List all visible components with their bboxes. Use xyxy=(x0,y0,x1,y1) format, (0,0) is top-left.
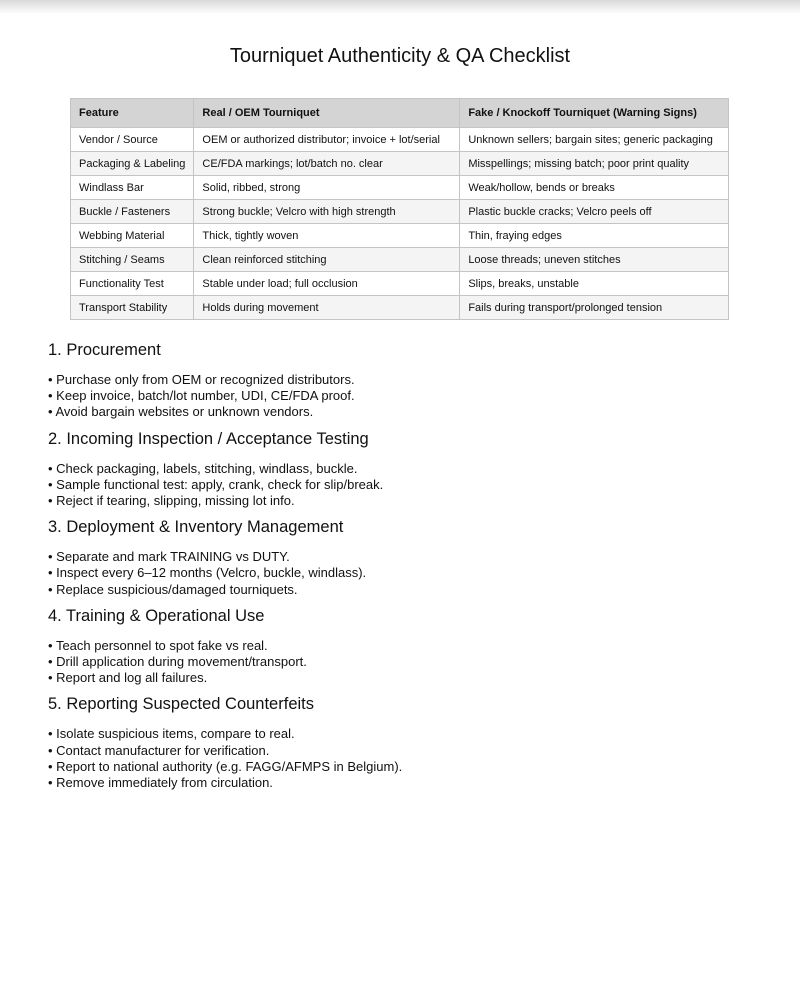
list-item: • Isolate suspicious items, compare to real. xyxy=(48,726,768,742)
bullet-list xyxy=(48,461,768,510)
list-item: • Contact manufacturer for verification. xyxy=(48,743,768,759)
list-item: • Remove immediately from circulation. xyxy=(48,775,768,791)
cell-real: Holds during movement xyxy=(194,296,460,320)
list-item: • Report to national authority (e.g. FAGG/AFMPS in Belgium). xyxy=(48,759,768,775)
bullet-list xyxy=(48,726,768,791)
cell-feature: Stitching / Seams xyxy=(71,248,194,272)
list-item: • Sample functional test: apply, crank, check for slip/break. xyxy=(48,477,768,493)
cell-fake: Loose threads; uneven stitches xyxy=(460,248,729,272)
checklist-sections xyxy=(48,340,768,799)
comparison-table xyxy=(70,98,729,320)
section-procurement xyxy=(48,340,768,421)
list-item: • Check packaging, labels, stitching, windlass, buckle. xyxy=(48,461,768,477)
section-heading: 5. Reporting Suspected Counterfeits xyxy=(48,695,314,714)
section-training-operational xyxy=(48,606,768,687)
table-row xyxy=(71,128,729,152)
list-item: • Purchase only from OEM or recognized distributors. xyxy=(48,372,768,388)
cell-feature: Windlass Bar xyxy=(71,176,194,200)
table-row xyxy=(71,296,729,320)
section-heading: 2. Incoming Inspection / Acceptance Testing xyxy=(48,429,369,448)
list-item: • Separate and mark TRAINING vs DUTY. xyxy=(48,549,768,565)
cell-fake: Fails during transport/prolonged tension xyxy=(460,296,729,320)
list-item: • Report and log all failures. xyxy=(48,670,768,686)
cell-real: Solid, ribbed, strong xyxy=(194,176,460,200)
list-item: • Teach personnel to spot fake vs real. xyxy=(48,638,768,654)
list-item: • Drill application during movement/transport. xyxy=(48,654,768,670)
header-real-oem: Real / OEM Tourniquet xyxy=(194,99,460,128)
bullet-list xyxy=(48,549,768,598)
cell-fake: Weak/hollow, bends or breaks xyxy=(460,176,729,200)
table-row xyxy=(71,272,729,296)
cell-real: OEM or authorized distributor; invoice + lot/serial xyxy=(194,128,460,152)
cell-real: Strong buckle; Velcro with high strength xyxy=(194,200,460,224)
table-row xyxy=(71,152,729,176)
section-incoming-inspection xyxy=(48,429,768,510)
header-feature: Feature xyxy=(71,99,194,128)
page-title: Tourniquet Authenticity & QA Checklist xyxy=(229,45,571,67)
bullet-list xyxy=(48,638,768,687)
header-fake-knockoff: Fake / Knockoff Tourniquet (Warning Signs) xyxy=(460,99,729,128)
table-row xyxy=(71,200,729,224)
section-deployment-inventory xyxy=(48,517,768,598)
section-reporting-counterfeits xyxy=(48,694,768,791)
cell-feature: Webbing Material xyxy=(71,224,194,248)
cell-fake: Slips, breaks, unstable xyxy=(460,272,729,296)
section-heading: 4. Training & Operational Use xyxy=(48,606,265,625)
cell-fake: Thin, fraying edges xyxy=(460,224,729,248)
cell-real: Stable under load; full occlusion xyxy=(194,272,460,296)
cell-feature: Packaging & Labeling xyxy=(71,152,194,176)
list-item: • Inspect every 6–12 months (Velcro, buckle, windlass). xyxy=(48,565,768,581)
cell-feature: Buckle / Fasteners xyxy=(71,200,194,224)
cell-real: CE/FDA markings; lot/batch no. clear xyxy=(194,152,460,176)
cell-fake: Misspellings; missing batch; poor print quality xyxy=(460,152,729,176)
cell-feature: Functionality Test xyxy=(71,272,194,296)
cell-fake: Plastic buckle cracks; Velcro peels off xyxy=(460,200,729,224)
bullet-list xyxy=(48,372,768,421)
section-heading: 1. Procurement xyxy=(48,341,161,359)
list-item: • Keep invoice, batch/lot number, UDI, CE/FDA proof. xyxy=(48,388,768,404)
cell-real: Thick, tightly woven xyxy=(194,224,460,248)
table-header-row xyxy=(71,99,729,128)
table-row xyxy=(71,248,729,272)
section-heading: 3. Deployment & Inventory Management xyxy=(48,518,344,537)
cell-feature: Vendor / Source xyxy=(71,128,194,152)
list-item: • Replace suspicious/damaged tourniquets. xyxy=(48,582,768,598)
cell-feature: Transport Stability xyxy=(71,296,194,320)
list-item: • Avoid bargain websites or unknown vendors. xyxy=(48,404,768,420)
table-row xyxy=(71,176,729,200)
table-row xyxy=(71,224,729,248)
list-item: • Reject if tearing, slipping, missing lot info. xyxy=(48,493,768,509)
cell-real: Clean reinforced stitching xyxy=(194,248,460,272)
cell-fake: Unknown sellers; bargain sites; generic packaging xyxy=(460,128,729,152)
